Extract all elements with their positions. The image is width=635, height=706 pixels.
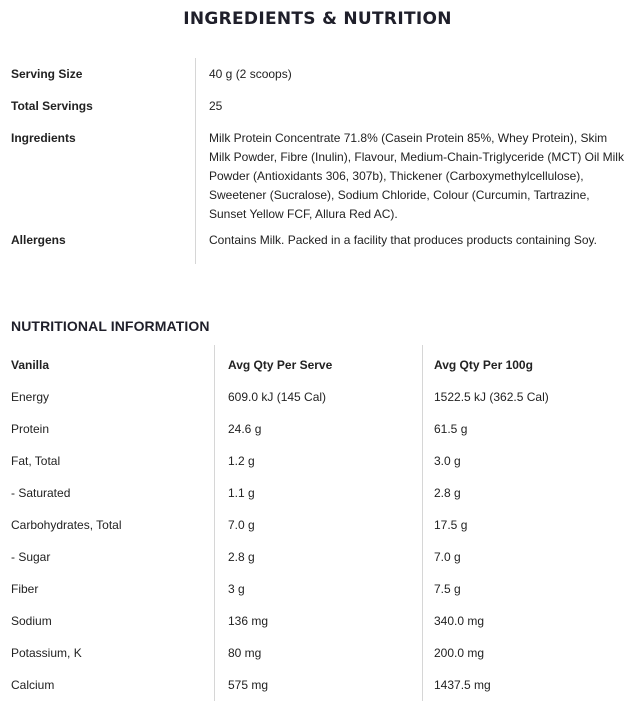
nutrient-name: Fiber — [11, 582, 39, 596]
header-per-100g: Avg Qty Per 100g — [434, 358, 533, 372]
nutrient-name: Fat, Total — [11, 454, 61, 468]
per-serve-value: 2.8 g — [228, 550, 255, 564]
info-row-serving-size — [0, 58, 635, 90]
nutrient-name: Energy — [11, 390, 50, 404]
serving-size-label: Serving Size — [11, 67, 83, 81]
nutrient-name: Sodium — [11, 614, 52, 628]
allergens-label: Allergens — [11, 233, 66, 247]
per-100g-value: 61.5 g — [434, 422, 468, 436]
per-serve-value: 136 mg — [228, 614, 269, 628]
table-row — [0, 670, 635, 702]
per-100g-value: 1437.5 mg — [434, 678, 491, 692]
nutrition-table — [0, 350, 635, 702]
table-row — [0, 478, 635, 510]
per-serve-value: 1.1 g — [228, 486, 255, 500]
per-100g-value: 17.5 g — [434, 518, 468, 532]
per-100g-value: 7.5 g — [434, 582, 461, 596]
nutrient-name: - Sugar — [11, 550, 51, 564]
per-serve-value: 575 mg — [228, 678, 269, 692]
allergens-value: Contains Milk. Packed in a facility that produces products containing Soy. — [209, 233, 597, 247]
nutrition-header-row — [0, 350, 635, 382]
per-100g-value: 340.0 mg — [434, 614, 485, 628]
ingredients-label: Ingredients — [11, 131, 76, 145]
total-servings-label: Total Servings — [11, 99, 93, 113]
nutrient-name: Carbohydrates, Total — [11, 518, 122, 532]
nutrient-name: Potassium, K — [11, 646, 82, 660]
table-row — [0, 542, 635, 574]
nutrition-section-title: NUTRITIONAL INFORMATION — [11, 318, 210, 334]
serving-size-value: 40 g (2 scoops) — [209, 67, 292, 81]
header-flavour: Vanilla — [11, 358, 50, 372]
nutrient-name: Calcium — [11, 678, 55, 692]
table-row — [0, 382, 635, 414]
table-row — [0, 510, 635, 542]
ingredients-value: Milk Protein Concentrate 71.8% (Casein Protein 85%, Whey Protein), Skim Milk Powder, Fibre (Inulin), Flavour, Medium-Chain-Triglyceride (MCT) Oil Milk Powder (Antioxidants 306, 307b), Thickener (Carboxymethylcellulose), Sweetener (Sucralose), Sodium Chloride, Colour (Curcumin, Tartrazine, Sunset Yellow FCF, Allura Red AC). — [209, 131, 624, 221]
per-serve-value: 3 g — [228, 582, 245, 596]
product-info-table — [0, 58, 635, 262]
page-title: INGREDIENTS & NUTRITION — [183, 9, 452, 29]
per-serve-value: 7.0 g — [228, 518, 255, 532]
header-per-serve: Avg Qty Per Serve — [228, 358, 333, 372]
table-row — [0, 414, 635, 446]
table-row — [0, 446, 635, 478]
per-100g-value: 3.0 g — [434, 454, 461, 468]
per-100g-value: 7.0 g — [434, 550, 461, 564]
per-serve-value: 1.2 g — [228, 454, 255, 468]
table-row — [0, 574, 635, 606]
table-row — [0, 638, 635, 670]
per-100g-value: 200.0 mg — [434, 646, 485, 660]
info-row-total-servings — [0, 90, 635, 122]
per-serve-value: 80 mg — [228, 646, 262, 660]
table-row — [0, 606, 635, 638]
info-row-allergens — [0, 230, 635, 262]
total-servings-value: 25 — [209, 99, 223, 113]
per-100g-value: 1522.5 kJ (362.5 Cal) — [434, 390, 549, 404]
per-100g-value: 2.8 g — [434, 486, 461, 500]
per-serve-value: 609.0 kJ (145 Cal) — [228, 390, 327, 404]
nutrient-name: - Saturated — [11, 486, 71, 500]
info-row-ingredients — [0, 122, 635, 230]
per-serve-value: 24.6 g — [228, 422, 262, 436]
nutrient-name: Protein — [11, 422, 50, 436]
